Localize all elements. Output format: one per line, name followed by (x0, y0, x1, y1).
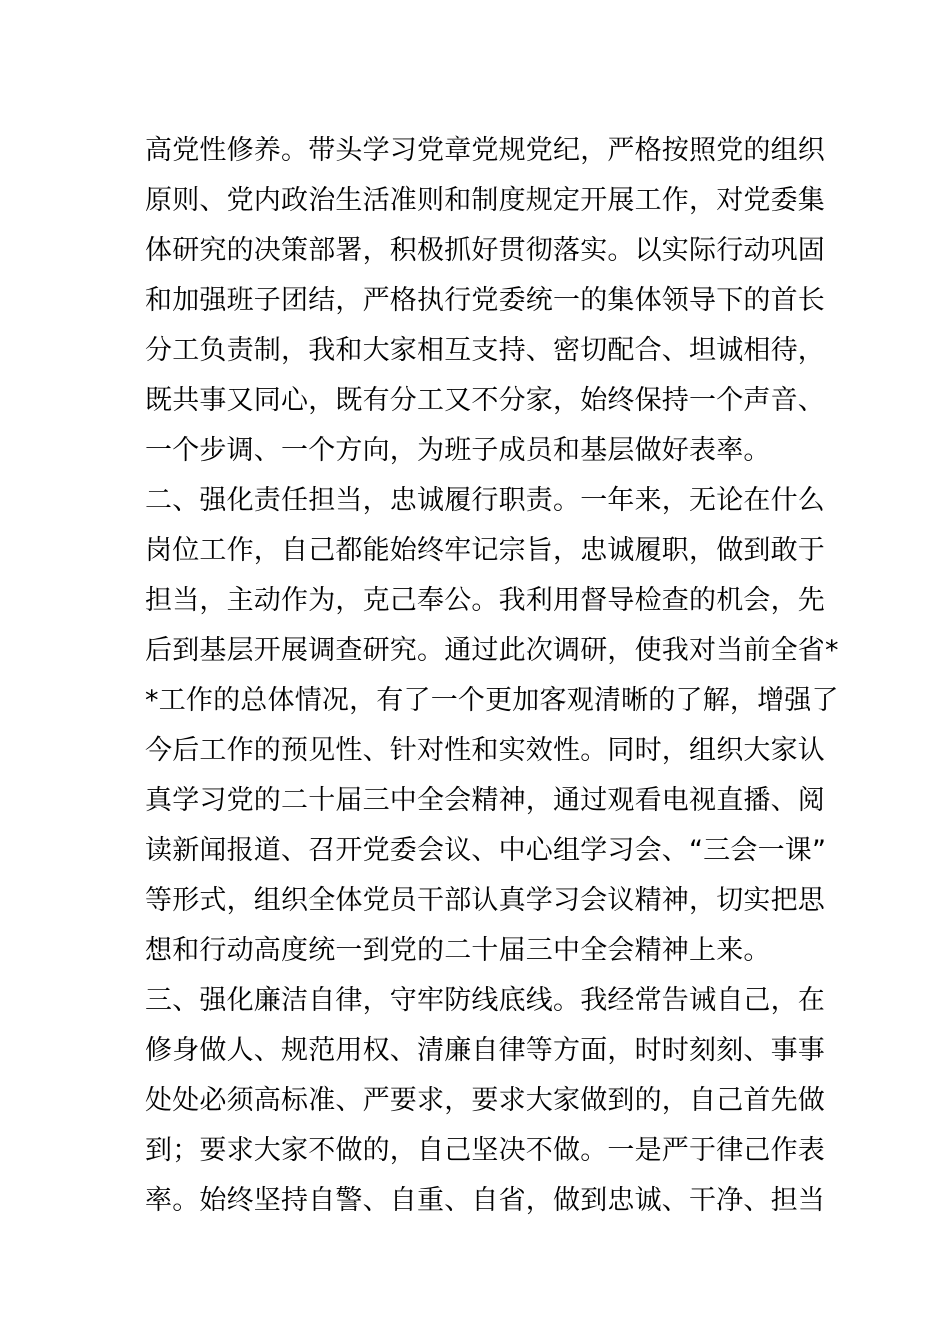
text-line: 后到基层开展调查研究。通过此次调研，使我对当前全省* (145, 635, 839, 666)
text-line: 和加强班子团结，严格执行党委统一的集体领导下的首长 (145, 285, 825, 316)
text-line: 真学习党的二十届三中全会精神，通过观看电视直播、阅 (145, 785, 825, 816)
text-line: 今后工作的预见性、针对性和实效性。同时，组织大家认 (145, 735, 825, 766)
text-line: 等形式，组织全体党员干部认真学习会议精神，切实把思 (145, 885, 825, 916)
text-line: *工作的总体情况，有了一个更加客观清晰的了解，增强了 (145, 685, 839, 716)
text-line: 率。始终坚持自警、自重、自省，做到忠诚、干净、担当 (145, 1185, 825, 1216)
text-line: 担当，主动作为，克己奉公。我利用督导检查的机会，先 (145, 585, 825, 616)
text-line: 体研究的决策部署，积极抓好贯彻落实。以实际行动巩固 (145, 235, 825, 266)
text-line: 到；要求大家不做的，自己坚决不做。一是严于律己作表 (145, 1135, 825, 1166)
text-line: 处处必须高标准、严要求，要求大家做到的，自己首先做 (145, 1085, 825, 1116)
text-line: 岗位工作，自己都能始终牢记宗旨，忠诚履职，做到敢于 (145, 535, 825, 566)
section-heading-line: 三、强化廉洁自律，守牢防线底线。我经常告诫自己，在 (145, 985, 825, 1016)
text-line: 既共事又同心，既有分工又不分家，始终保持一个声音、 (145, 385, 825, 416)
text-line: 一个步调、一个方向，为班子成员和基层做好表率。 (145, 435, 771, 466)
body-text (145, 126, 839, 1226)
text-line: 修身做人、规范用权、清廉自律等方面，时时刻刻、事事 (145, 1035, 825, 1066)
text-line: 分工负责制，我和大家相互支持、密切配合、坦诚相待， (145, 335, 825, 366)
section-heading-line: 二、强化责任担当，忠诚履行职责。一年来，无论在什么 (145, 485, 825, 516)
text-line: 读新闻报道、召开党委会议、中心组学习会、“三会一课” (145, 835, 827, 866)
text-line: 原则、党内政治生活准则和制度规定开展工作，对党委集 (145, 185, 825, 216)
text-line: 高党性修养。带头学习党章党规党纪，严格按照党的组织 (145, 135, 825, 166)
text-line: 想和行动高度统一到党的二十届三中全会精神上来。 (145, 935, 771, 966)
